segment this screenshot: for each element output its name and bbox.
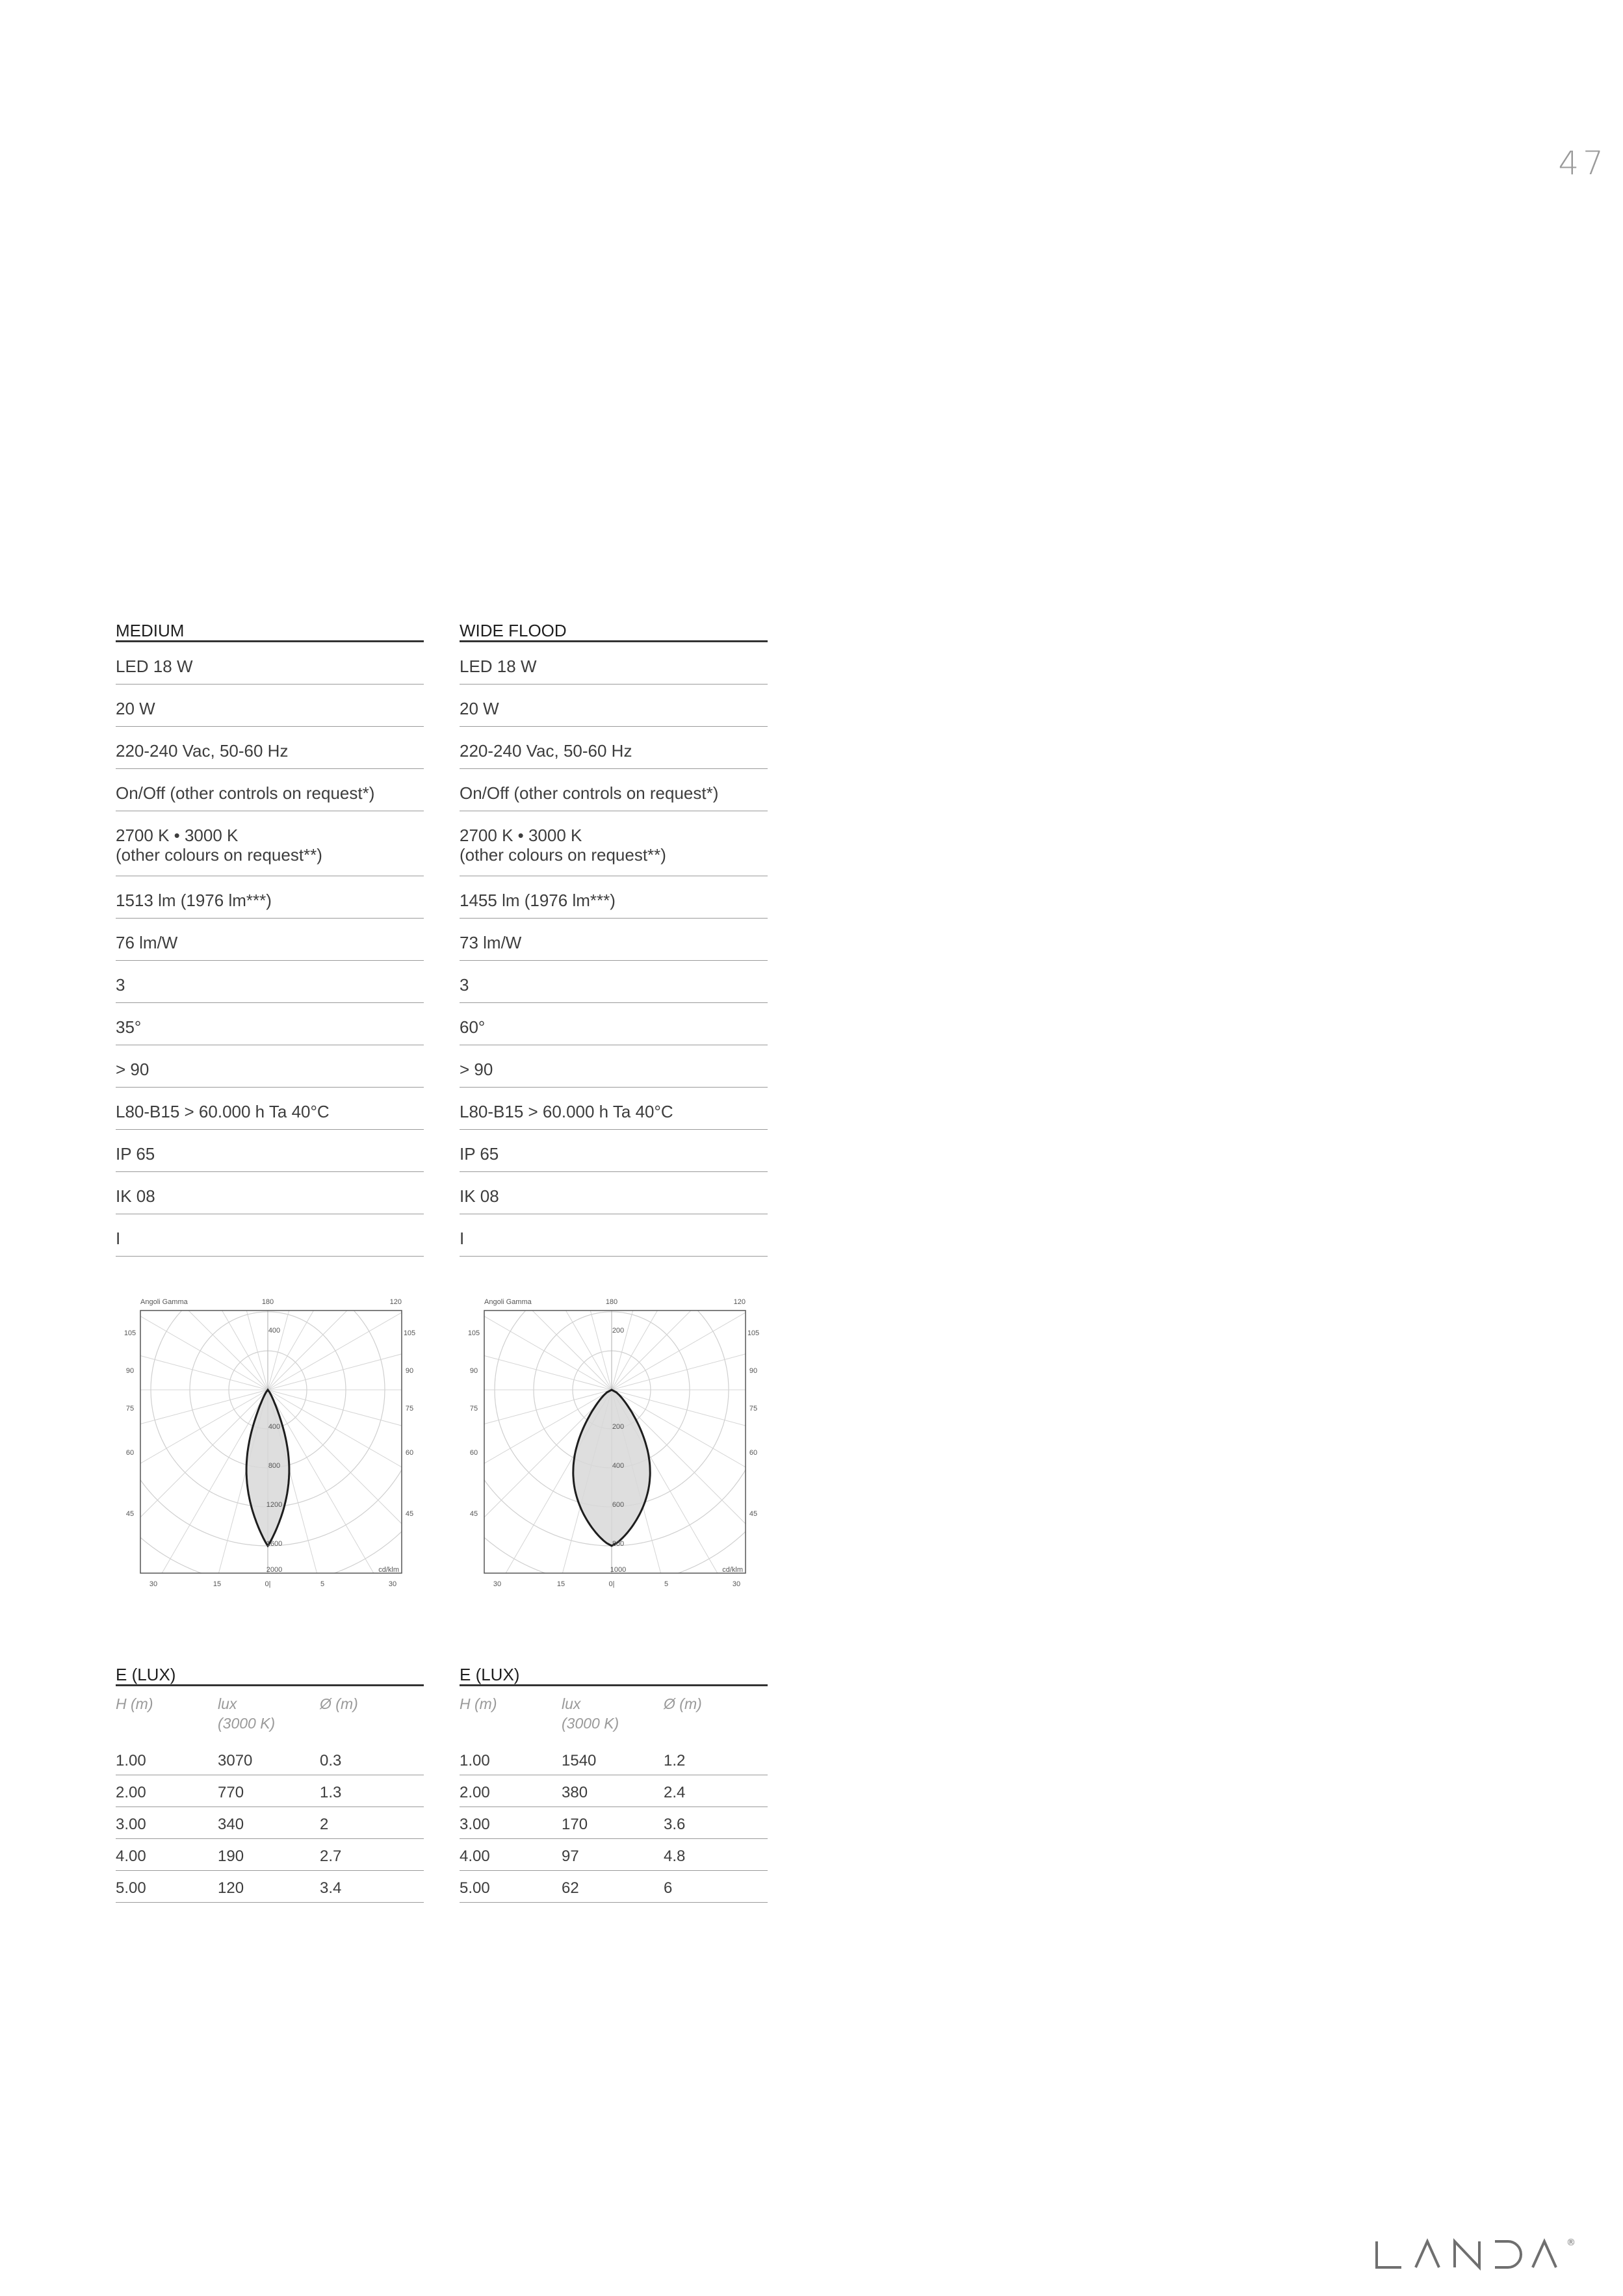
lux-cell: 97 xyxy=(562,1847,579,1865)
landa-logo xyxy=(1373,2236,1581,2275)
bottom-angle-label: 0| xyxy=(608,1580,615,1588)
grid-radial xyxy=(116,1294,268,1390)
page-number: 47 xyxy=(1558,144,1607,182)
intensity-label: 2000 xyxy=(266,1566,283,1574)
logo-letter-a xyxy=(1416,2241,1439,2267)
logo-letter-d xyxy=(1495,2241,1521,2267)
lux-column-header: H (m) xyxy=(116,1695,153,1712)
intensity-label: 800 xyxy=(268,1462,281,1470)
spec-row: 1455 lm (1976 lm***) xyxy=(460,876,768,919)
spec-body xyxy=(460,642,768,1257)
lux-cell: 2.7 xyxy=(320,1847,342,1865)
grid-radial xyxy=(116,1390,268,1585)
angle-header-label: 180 xyxy=(261,1298,274,1306)
spec-row: L80-B15 > 60.000 h Ta 40°C xyxy=(116,1088,424,1130)
angle-header-label: Angoli Gamma xyxy=(140,1298,188,1306)
lux-table-medium xyxy=(116,1663,424,1903)
angle-header-label: 120 xyxy=(389,1298,402,1306)
grid-radial xyxy=(268,1390,421,1593)
logo-letter-l xyxy=(1377,2241,1401,2267)
lux-column-header: H (m) xyxy=(460,1695,497,1712)
spec-row: 60° xyxy=(460,1003,768,1045)
lux-row xyxy=(460,1775,768,1807)
intensity-label: 400 xyxy=(268,1423,281,1431)
polar-diagram-medium xyxy=(116,1294,421,1593)
spec-table-wide-flood xyxy=(460,619,768,1257)
lux-cell: 1540 xyxy=(562,1752,597,1769)
angle-label-right: 60 xyxy=(749,1449,758,1457)
intensity-label: 1000 xyxy=(610,1566,627,1574)
lux-cell: 2.00 xyxy=(116,1784,146,1801)
bottom-angle-label: 5 xyxy=(320,1580,325,1588)
lux-cell: 3.6 xyxy=(664,1816,686,1833)
lux-cell: 340 xyxy=(218,1816,244,1833)
angle-label-right: 45 xyxy=(749,1510,758,1518)
angle-label-left: 60 xyxy=(125,1449,135,1457)
lux-cell: 5.00 xyxy=(460,1879,490,1897)
spec-row: IK 08 xyxy=(116,1172,424,1214)
angle-label-right: 75 xyxy=(405,1405,414,1413)
lux-column-headers xyxy=(460,1686,768,1743)
lux-column-headers xyxy=(116,1686,424,1743)
spec-row: I xyxy=(116,1214,424,1257)
lux-cell: 4.00 xyxy=(116,1847,146,1865)
lux-row xyxy=(460,1807,768,1839)
registered-mark: ® xyxy=(1566,2237,1576,2248)
angle-label-left: 105 xyxy=(467,1329,480,1337)
lux-column-header: Ø (m) xyxy=(320,1695,358,1712)
bottom-angle-label: 30 xyxy=(149,1580,158,1588)
lux-cell: 190 xyxy=(218,1847,244,1865)
spec-row: 76 lm/W xyxy=(116,919,424,961)
angle-label-left: 45 xyxy=(125,1510,135,1518)
lux-row xyxy=(460,1871,768,1903)
spec-row: LED 18 W xyxy=(460,642,768,685)
angle-label-left: 90 xyxy=(469,1367,478,1375)
lux-cell: 170 xyxy=(562,1816,588,1833)
lux-cell: 2 xyxy=(320,1816,329,1833)
grid-radial xyxy=(612,1294,712,1390)
lux-column-header: Ø (m) xyxy=(664,1695,702,1712)
grid-radial xyxy=(116,1390,268,1593)
spec-row: IP 65 xyxy=(116,1130,424,1172)
spec-row: 35° xyxy=(116,1003,424,1045)
lux-cell: 3.4 xyxy=(320,1879,342,1897)
spec-row: I xyxy=(460,1214,768,1257)
intensity-label: 1200 xyxy=(266,1501,283,1509)
bottom-angle-label: 30 xyxy=(493,1580,502,1588)
intensity-label: 200 xyxy=(612,1423,625,1431)
grid-radial xyxy=(116,1294,268,1390)
lux-column-header-line: (3000 K) xyxy=(562,1715,619,1732)
angle-header-label: 120 xyxy=(733,1298,746,1306)
intensity-label: 1600 xyxy=(266,1540,283,1548)
spec-line: 2700 K • 3000 K xyxy=(460,826,582,845)
bottom-angle-label: 15 xyxy=(213,1580,222,1588)
grid-radial xyxy=(167,1294,268,1390)
lux-column-header xyxy=(562,1694,664,1743)
spec-row xyxy=(116,811,424,876)
lux-title: E (LUX) xyxy=(460,1663,768,1686)
lux-cell: 4.00 xyxy=(460,1847,490,1865)
bottom-angle-label: 30 xyxy=(388,1580,397,1588)
unit-label: cd/klm xyxy=(722,1566,743,1574)
angle-label-left: 45 xyxy=(469,1510,478,1518)
grid-radial xyxy=(511,1294,612,1390)
lux-cell: 6 xyxy=(664,1879,673,1897)
grid-radial xyxy=(116,1390,268,1593)
spec-row: 20 W xyxy=(116,685,424,727)
angle-label-right: 45 xyxy=(405,1510,414,1518)
lux-cell: 4.8 xyxy=(664,1847,686,1865)
lux-cell: 770 xyxy=(218,1784,244,1801)
spec-row: 73 lm/W xyxy=(460,919,768,961)
lux-cell: 2.4 xyxy=(664,1784,686,1801)
lux-title: E (LUX) xyxy=(116,1663,424,1686)
lux-cell: 380 xyxy=(562,1784,588,1801)
angle-label-right: 60 xyxy=(405,1449,414,1457)
angle-label-left: 60 xyxy=(469,1449,478,1457)
lux-cell: 62 xyxy=(562,1879,579,1897)
spec-row: On/Off (other controls on request*) xyxy=(116,769,424,811)
intensity-label: 600 xyxy=(612,1501,625,1509)
angle-label-left: 105 xyxy=(123,1329,136,1337)
lux-row xyxy=(460,1743,768,1775)
lux-cell: 0.3 xyxy=(320,1752,342,1769)
spec-table-medium xyxy=(116,619,424,1257)
angle-header-label: Angoli Gamma xyxy=(484,1298,532,1306)
spec-row: IK 08 xyxy=(460,1172,768,1214)
intensity-label: 800 xyxy=(612,1540,625,1548)
grid-radial xyxy=(116,1294,268,1390)
angle-label-left: 75 xyxy=(125,1405,135,1413)
spec-row: IP 65 xyxy=(460,1130,768,1172)
spec-body xyxy=(116,642,424,1257)
polar-diagram-wide-flood xyxy=(460,1294,765,1593)
spec-row: 220-240 Vac, 50-60 Hz xyxy=(116,727,424,769)
spec-line: (other colours on request**) xyxy=(460,845,666,865)
spec-row: L80-B15 > 60.000 h Ta 40°C xyxy=(460,1088,768,1130)
lux-row xyxy=(116,1807,424,1839)
lux-cell: 1.3 xyxy=(320,1784,342,1801)
grid-radial xyxy=(268,1294,369,1390)
intensity-label: 200 xyxy=(612,1327,625,1335)
grid-radial xyxy=(460,1294,612,1390)
lux-cell: 5.00 xyxy=(116,1879,146,1897)
spec-row: 3 xyxy=(460,961,768,1003)
grid-radial xyxy=(460,1294,612,1390)
lux-cell: 3070 xyxy=(218,1752,253,1769)
intensity-label: 400 xyxy=(612,1462,625,1470)
lux-row xyxy=(116,1839,424,1871)
unit-label: cd/klm xyxy=(378,1566,399,1574)
grid-radial xyxy=(268,1390,421,1593)
grid-radial xyxy=(268,1390,421,1585)
lux-cell: 1.2 xyxy=(664,1752,686,1769)
spec-row: LED 18 W xyxy=(116,642,424,685)
lux-column-header-line: lux xyxy=(218,1695,237,1712)
logo-letter-a2 xyxy=(1533,2241,1556,2267)
spec-row: 220-240 Vac, 50-60 Hz xyxy=(460,727,768,769)
spec-row: 20 W xyxy=(460,685,768,727)
lux-row xyxy=(116,1775,424,1807)
spec-row: 1513 lm (1976 lm***) xyxy=(116,876,424,919)
spec-line: (other colours on request**) xyxy=(116,845,322,865)
angle-label-left: 75 xyxy=(469,1405,478,1413)
lux-cell: 1.00 xyxy=(460,1752,490,1769)
spec-title: MEDIUM xyxy=(116,619,424,642)
lux-cell: 3.00 xyxy=(116,1816,146,1833)
lux-row xyxy=(116,1871,424,1903)
spec-row: > 90 xyxy=(460,1045,768,1088)
lux-cell: 2.00 xyxy=(460,1784,490,1801)
bottom-angle-label: 0| xyxy=(265,1580,271,1588)
angle-label-right: 75 xyxy=(749,1405,758,1413)
grid-radial xyxy=(116,1294,268,1390)
lux-row xyxy=(116,1743,424,1775)
lux-cell: 3.00 xyxy=(460,1816,490,1833)
angle-label-right: 90 xyxy=(405,1367,414,1375)
bottom-angle-label: 30 xyxy=(732,1580,741,1588)
grid-radial xyxy=(460,1294,612,1390)
spec-title: WIDE FLOOD xyxy=(460,619,768,642)
spec-row xyxy=(460,811,768,876)
lux-table-wide-flood xyxy=(460,1663,768,1903)
intensity-label: 400 xyxy=(268,1327,281,1335)
lux-column-header-line: (3000 K) xyxy=(218,1715,276,1732)
angle-label-right: 105 xyxy=(403,1329,416,1337)
angle-label-right: 105 xyxy=(747,1329,760,1337)
grid-radial xyxy=(460,1294,612,1390)
spec-row: > 90 xyxy=(116,1045,424,1088)
angle-label-right: 90 xyxy=(749,1367,758,1375)
angle-label-left: 90 xyxy=(125,1367,135,1375)
bottom-angle-label: 15 xyxy=(556,1580,565,1588)
angle-header-label: 180 xyxy=(605,1298,618,1306)
logo-letter-n xyxy=(1455,2241,1479,2267)
lux-column-header-line: lux xyxy=(562,1695,581,1712)
spec-line: 2700 K • 3000 K xyxy=(116,826,239,845)
bottom-angle-label: 5 xyxy=(664,1580,669,1588)
lux-cell: 120 xyxy=(218,1879,244,1897)
lux-cell: 1.00 xyxy=(116,1752,146,1769)
lux-column-header xyxy=(218,1694,320,1743)
lux-row xyxy=(460,1839,768,1871)
spec-row: 3 xyxy=(116,961,424,1003)
spec-row: On/Off (other controls on request*) xyxy=(460,769,768,811)
